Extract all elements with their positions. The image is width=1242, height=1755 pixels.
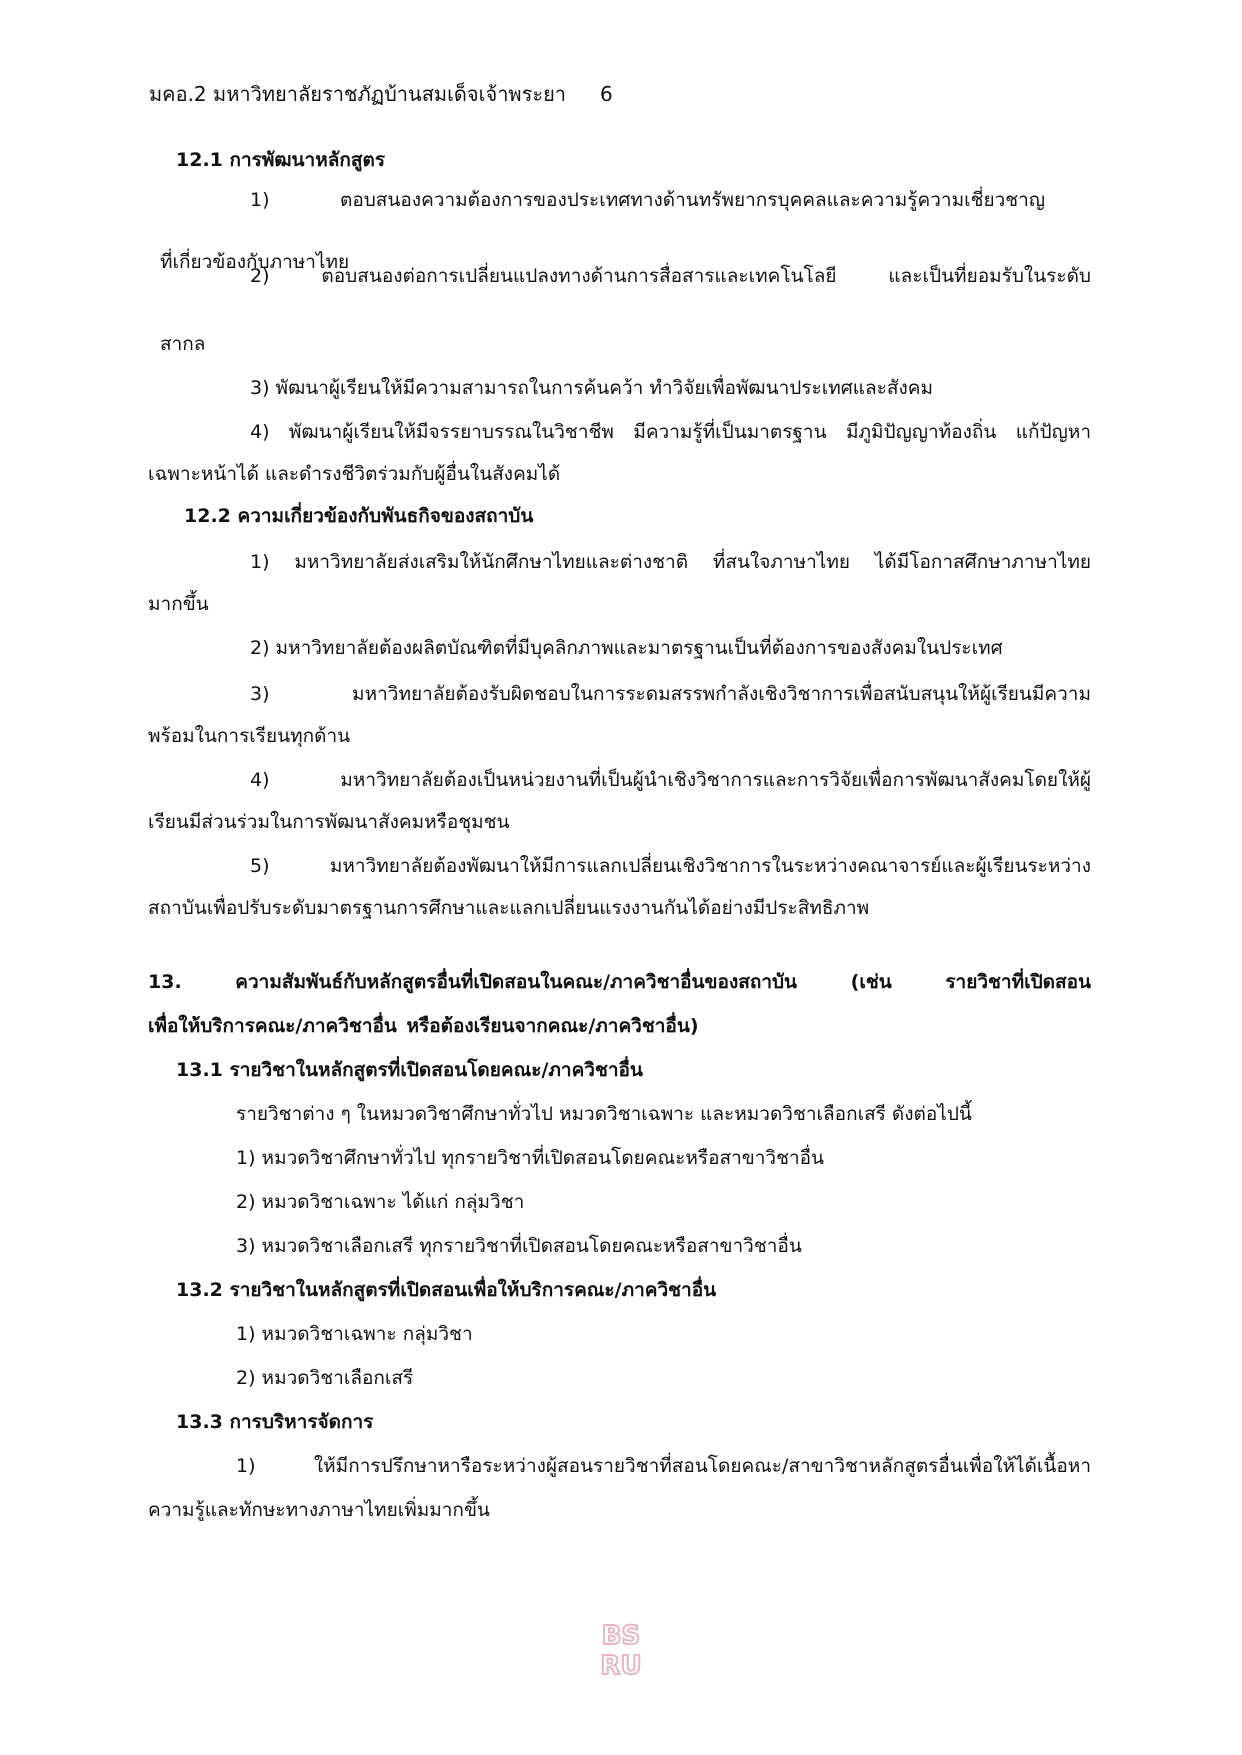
logo-text-bottom: RU [600, 1651, 642, 1680]
header-text: มคอ.2 มหาวิทยาลัยราชภัฏบ้านสมเด็จเจ้าพระยา [149, 82, 567, 106]
s12-1-item2: 2) ตอบสนองต่อการเปลี่ยนแปลงทางด้านการสื่อสารและเทคโนโลยี และเป็นที่ยอมรับในระดับ [250, 265, 1091, 287]
page-number: 6 [600, 82, 613, 106]
s13-1-item1: 1) หมวดวิชาศึกษาทั่วไป ทุกรายวิชาที่เปิดสอนโดยคณะหรือสาขาวิชาอื่น [236, 1147, 825, 1169]
s12-1-item4: 4) พัฒนาผู้เรียนให้มีจรรยาบรรณในวิชาชีพ มีความรู้ที่เป็นมาตรฐาน มีภูมิปัญญาท้องถิ่น แก้ปัญหา [250, 421, 1091, 443]
s12-2-item4-continuation: เรียนมีส่วนร่วมในการพัฒนาสังคมหรือชุมชน [148, 811, 510, 833]
logo-text-top: BS [601, 1621, 641, 1651]
s13-2-item1: 1) หมวดวิชาเฉพาะ กลุ่มวิชา [236, 1323, 473, 1345]
s13-1-intro: รายวิชาต่าง ๆ ในหมวดวิชาศึกษาทั่วไป หมวดวิชาเฉพาะ และหมวดวิชาเลือกเสรี ดังต่อไปนี้ [236, 1103, 972, 1125]
s12-1-item1-continuation: ที่เกี่ยวข้องกับภาษาไทย [160, 251, 350, 273]
s12-2-item1: 1) มหาวิทยาลัยส่งเสริมให้นักศึกษาไทยและต่างชาติ ที่สนใจภาษาไทย ได้มีโอกาสศึกษาภาษาไทย [250, 551, 1091, 573]
s12-2-item3: 3) มหาวิทยาลัยต้องรับผิดชอบในการระดมสรรพกำลังเชิงวิชาการเพื่อสนับสนุนให้ผู้เรียนมีความ [250, 683, 1091, 705]
s12-1-item2-continuation: สากล [160, 333, 206, 355]
s12-2-item1-continuation: มากขึ้น [148, 593, 209, 615]
section-13-2-title: 13.2 รายวิชาในหลักสูตรที่เปิดสอนเพื่อให้บริการคณะ/ภาควิชาอื่น [176, 1279, 717, 1301]
s13-1-item3: 3) หมวดวิชาเลือกเสรี ทุกรายวิชาที่เปิดสอนโดยคณะหรือสาขาวิชาอื่น [236, 1235, 802, 1257]
section-13-1-title: 13.1 รายวิชาในหลักสูตรที่เปิดสอนโดยคณะ/ภาควิชาอื่น [176, 1059, 643, 1081]
bsru-logo [596, 1616, 646, 1680]
section-12-2-title: 12.2 ความเกี่ยวข้องกับพันธกิจของสถาบัน [184, 505, 534, 527]
section-13-title-line1: 13. ความสัมพันธ์กับหลักสูตรอื่นที่เปิดสอนในคณะ/ภาควิชาอื่นของสถาบัน (เช่น รายวิชาที่เปิดสอน [148, 971, 1091, 993]
s12-2-item2: 2) มหาวิทยาลัยต้องผลิตบัณฑิตที่มีบุคลิกภาพและมาตรฐานเป็นที่ต้องการของสังคมในประเทศ [250, 637, 1003, 659]
s12-1-item4-continuation: เฉพาะหน้าได้ และดำรงชีวิตร่วมกับผู้อื่นในสังคมได้ [148, 463, 561, 485]
section-13-3-title: 13.3 การบริหารจัดการ [176, 1411, 374, 1433]
s13-3-item1: 1) ให้มีการปรึกษาหารือระหว่างผู้สอนรายวิชาที่สอนโดยคณะ/สาขาวิชาหลักสูตรอื่นเพื่อให้ได้เนื้อหา [236, 1455, 1091, 1477]
section-12-1-title: 12.1 การพัฒนาหลักสูตร [176, 149, 386, 171]
s12-2-item5-continuation: สถาบันเพื่อปรับระดับมาตรฐานการศึกษาและแลกเปลี่ยนแรงงานกันได้อย่างมีประสิทธิภาพ [148, 897, 870, 919]
s12-2-item5: 5) มหาวิทยาลัยต้องพัฒนาให้มีการแลกเปลี่ยนเชิงวิชาการในระหว่างคณาจารย์และผู้เรียนระหว่าง [250, 855, 1091, 877]
page-header [149, 78, 613, 110]
section-13-title-line2: เพื่อให้บริการคณะ/ภาควิชาอื่น หรือต้องเรียนจากคณะ/ภาควิชาอื่น) [148, 1015, 699, 1037]
s12-1-item3: 3) พัฒนาผู้เรียนให้มีความสามารถในการค้นคว้า ทำวิจัยเพื่อพัฒนาประเทศและสังคม [250, 377, 933, 399]
s12-1-item1-text: ตอบสนองความต้องการของประเทศทางด้านทรัพยากรบุคคลและความรู้ความเชี่ยวชาญ [340, 189, 1046, 211]
s12-2-item4: 4) มหาวิทยาลัยต้องเป็นหน่วยงานที่เป็นผู้นำเชิงวิชาการและการวิจัยเพื่อการพัฒนาสังคมโดยให้ผู้ [250, 769, 1091, 791]
s13-2-item2: 2) หมวดวิชาเลือกเสรี [236, 1367, 414, 1389]
s12-1-item1-number: 1) [250, 189, 270, 211]
s13-3-item1-continuation: ความรู้และทักษะทางภาษาไทยเพิ่มมากขึ้น [148, 1499, 490, 1521]
s12-2-item3-continuation: พร้อมในการเรียนทุกด้าน [148, 725, 351, 747]
s13-1-item2: 2) หมวดวิชาเฉพาะ ได้แก่ กลุ่มวิชา [236, 1191, 525, 1213]
